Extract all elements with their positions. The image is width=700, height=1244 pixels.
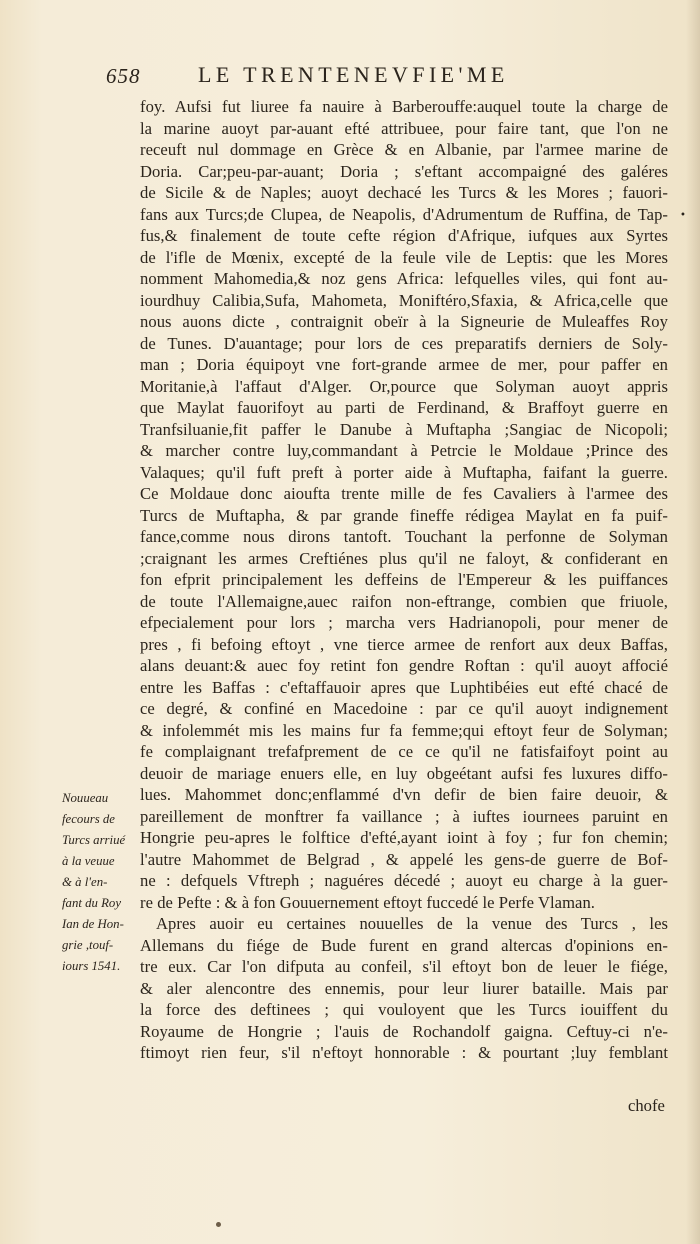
margin-note-line: fecours de [62, 812, 115, 826]
margin-note-line: Turcs arriué [62, 833, 126, 847]
text-line: fon efprit principalement les deffeins de l'Empereur & les puiffances [140, 570, 668, 589]
margin-note-line: Nouueau [62, 791, 109, 805]
text-line: receuft nul dommage en Grèce & en Albanie, par l'armee marine de [140, 140, 668, 159]
text-line: foy. Aufsi fut liuree fa nauire à Barberouffe:auquel toute la charge de [140, 97, 668, 116]
running-title: LE TRENTENEVFIE'ME [198, 62, 509, 87]
catchword: chofe [628, 1096, 665, 1115]
text-line: Turcs de Muftapha, & par grande fineffe rédigea Maylat en fa puif- [140, 505, 668, 525]
text-line: fe complaignant trefafprement de ce ce qu'il ne fatisfaifoyt point au [140, 742, 668, 761]
text-line: nomment Mahomedia,& noz gens Africa: lefquelles viles, qui font au- [140, 269, 668, 288]
text-line: fus,& finalement de toute cefte région d'Afrique, iufques aux Syrtes [140, 226, 668, 245]
text-line: deuoir de mariage enuers elle, en luy obgeétant aufsi fes luxures diffo- [140, 763, 668, 783]
margin-note-line: iours 1541. [62, 959, 121, 973]
page-edge-shadow [686, 0, 700, 1244]
text-line: Apres auoir eu certaines nouuelles de la venue des Turcs , les [156, 914, 668, 933]
margin-dot-mark: • [680, 210, 686, 221]
text-line: ne : defquels Vftreph ; naguéres décedé ; auoyt eu charge à la guer- [140, 871, 668, 890]
text-line: & aler alencontre des ennemis, pour leur liurer bataille. Mais par [140, 978, 668, 998]
text-line: pareillement de monftrer fa vaillance ; à iuftes iournees paruint en [140, 806, 668, 826]
text-line: de Tunes. D'auantage; pour lors de ces preparatifs derniers de Soly- [140, 333, 668, 353]
margin-note-line: & à l'en- [62, 875, 108, 889]
text-line: Royaume de Hongrie ; l'auis de Rochandolf gaigna. Ceftuy-ci n'e- [140, 1021, 668, 1041]
text-line: & infolemmét mis les mains fur fa femme;qui eftoyt feur de Solyman; [140, 720, 668, 740]
body-text [140, 96, 668, 1064]
text-line: Tranfsiluanie,fit paffer le Danube à Muftapha ;Sangiac de Nicopoli; [140, 419, 668, 439]
text-line: tre eux. Car l'on difputa au confeil, s'il eftoyt bon de leuer le fiége, [140, 957, 668, 976]
text-line: fans aux Turcs;de Clupea, de Neapolis, d'Adrumentum de Ruffina, de Tap- [140, 204, 668, 224]
margin-note-line: à la veuue [62, 854, 115, 868]
margin-note-line: grie ,touf- [62, 938, 114, 952]
bottom-ink-spot [216, 1222, 221, 1227]
text-line: Hongrie peu-apres le folftice d'efté,ayant ioint à foy ; fur fon chemin; [140, 828, 668, 847]
text-line: de l'ifle de Mœnix, excepté de la feule vile de Leptis: que les Mores [140, 247, 668, 267]
margin-note-line: Ian de Hon- [62, 917, 124, 931]
text-line: que Maylat fauorifoyt au parti de Ferdinand, & Braffoyt guerre en [140, 398, 668, 417]
text-line: alans deuant:& auec foy retint fon gendre Roftan : qu'il auoyt affocié [140, 656, 668, 675]
text-line: Valaques; qu'il fuft preft à porter aide à Muftapha, faifant la guerre. [140, 462, 668, 482]
text-line: Allemans du fiége de Bude furent en grand altercas d'opinions en- [140, 935, 668, 955]
text-line: lues. Mahommet donc;enflammé d'vn defir de bien faire deuoir, & [140, 785, 668, 804]
page-number: 658 [106, 64, 141, 88]
text-line: Doria. Car;peu-par-auant; Doria ; s'eftant accompaigné des galéres [140, 161, 668, 181]
text-line: & marcher contre luy,commandant à Petrcie le Moldaue ;Prince des [140, 441, 668, 460]
margin-note-line: fant du Roy [62, 896, 121, 910]
text-line: ;craignant les armes Creftiénes plus qu'il ne faloyt, & confiderant en [140, 548, 668, 568]
text-line: ftimoyt rien feur, s'il n'eftoyt honnorable : & pourtant ;luy femblant [140, 1043, 668, 1062]
text-line: Moritanie,à l'affaut d'Alger. Or,pource que Solyman auoyt appris [140, 376, 668, 396]
text-line: man ; Doria équipoyt vne fort-grande armee de mer, pour paffer en [140, 355, 668, 374]
text-line: re de Pefte : & à fon Gouuernement eftoyt fuccedé le Perfe Vlaman. [140, 892, 595, 912]
text-line: l'autre Mahommet de Belgrad , & appelé les gens-de guerre de Bof- [140, 849, 668, 869]
text-line: fance,comme nous dirons tantoft. Touchant la perfonne de Solyman [140, 527, 668, 546]
text-line: Ce Moldaue donc aioufta trente mille de fes Cavaliers à l'armee des [140, 484, 668, 503]
text-line: pres , fi befoing eftoyt , vne tierce armee de renfort aux deux Baffas, [140, 634, 668, 654]
text-line: de toute l'Allemaigne,auec raifon non-eftrange, combien que friuole, [140, 591, 668, 611]
text-line: entre les Baffas : c'eftaffauoir apres que Luphtibéies eut efté chacé de [140, 677, 668, 697]
margin-note [62, 788, 138, 977]
text-line: la force des deftinees ; qui vouloyent que les Turcs iouiffent du [140, 1000, 668, 1019]
text-line: efpecialement pour lors ; marcha vers Hadrianopoli, pour mener de [140, 613, 668, 632]
text-line: la marine auoyt par-auant efté attribuee, pour faire tant, que l'on ne [140, 118, 668, 138]
text-line: ce degré, & confiné en Macedoine : par ce qu'il auoyt indignement [140, 699, 668, 718]
text-line: nous auons dicte , contraignit obeïr à la Signeurie de Muleaffes Roy [140, 312, 668, 331]
text-line: iourdhuy Calibia,Sufa, Mahometa, Moniftéro,Sfaxia, & Africa,celle que [140, 290, 668, 310]
page-header [100, 62, 620, 92]
text-line: de Sicile & de Naples; auoyt dechacé les Turcs & les Mores ; fauori- [140, 183, 668, 202]
